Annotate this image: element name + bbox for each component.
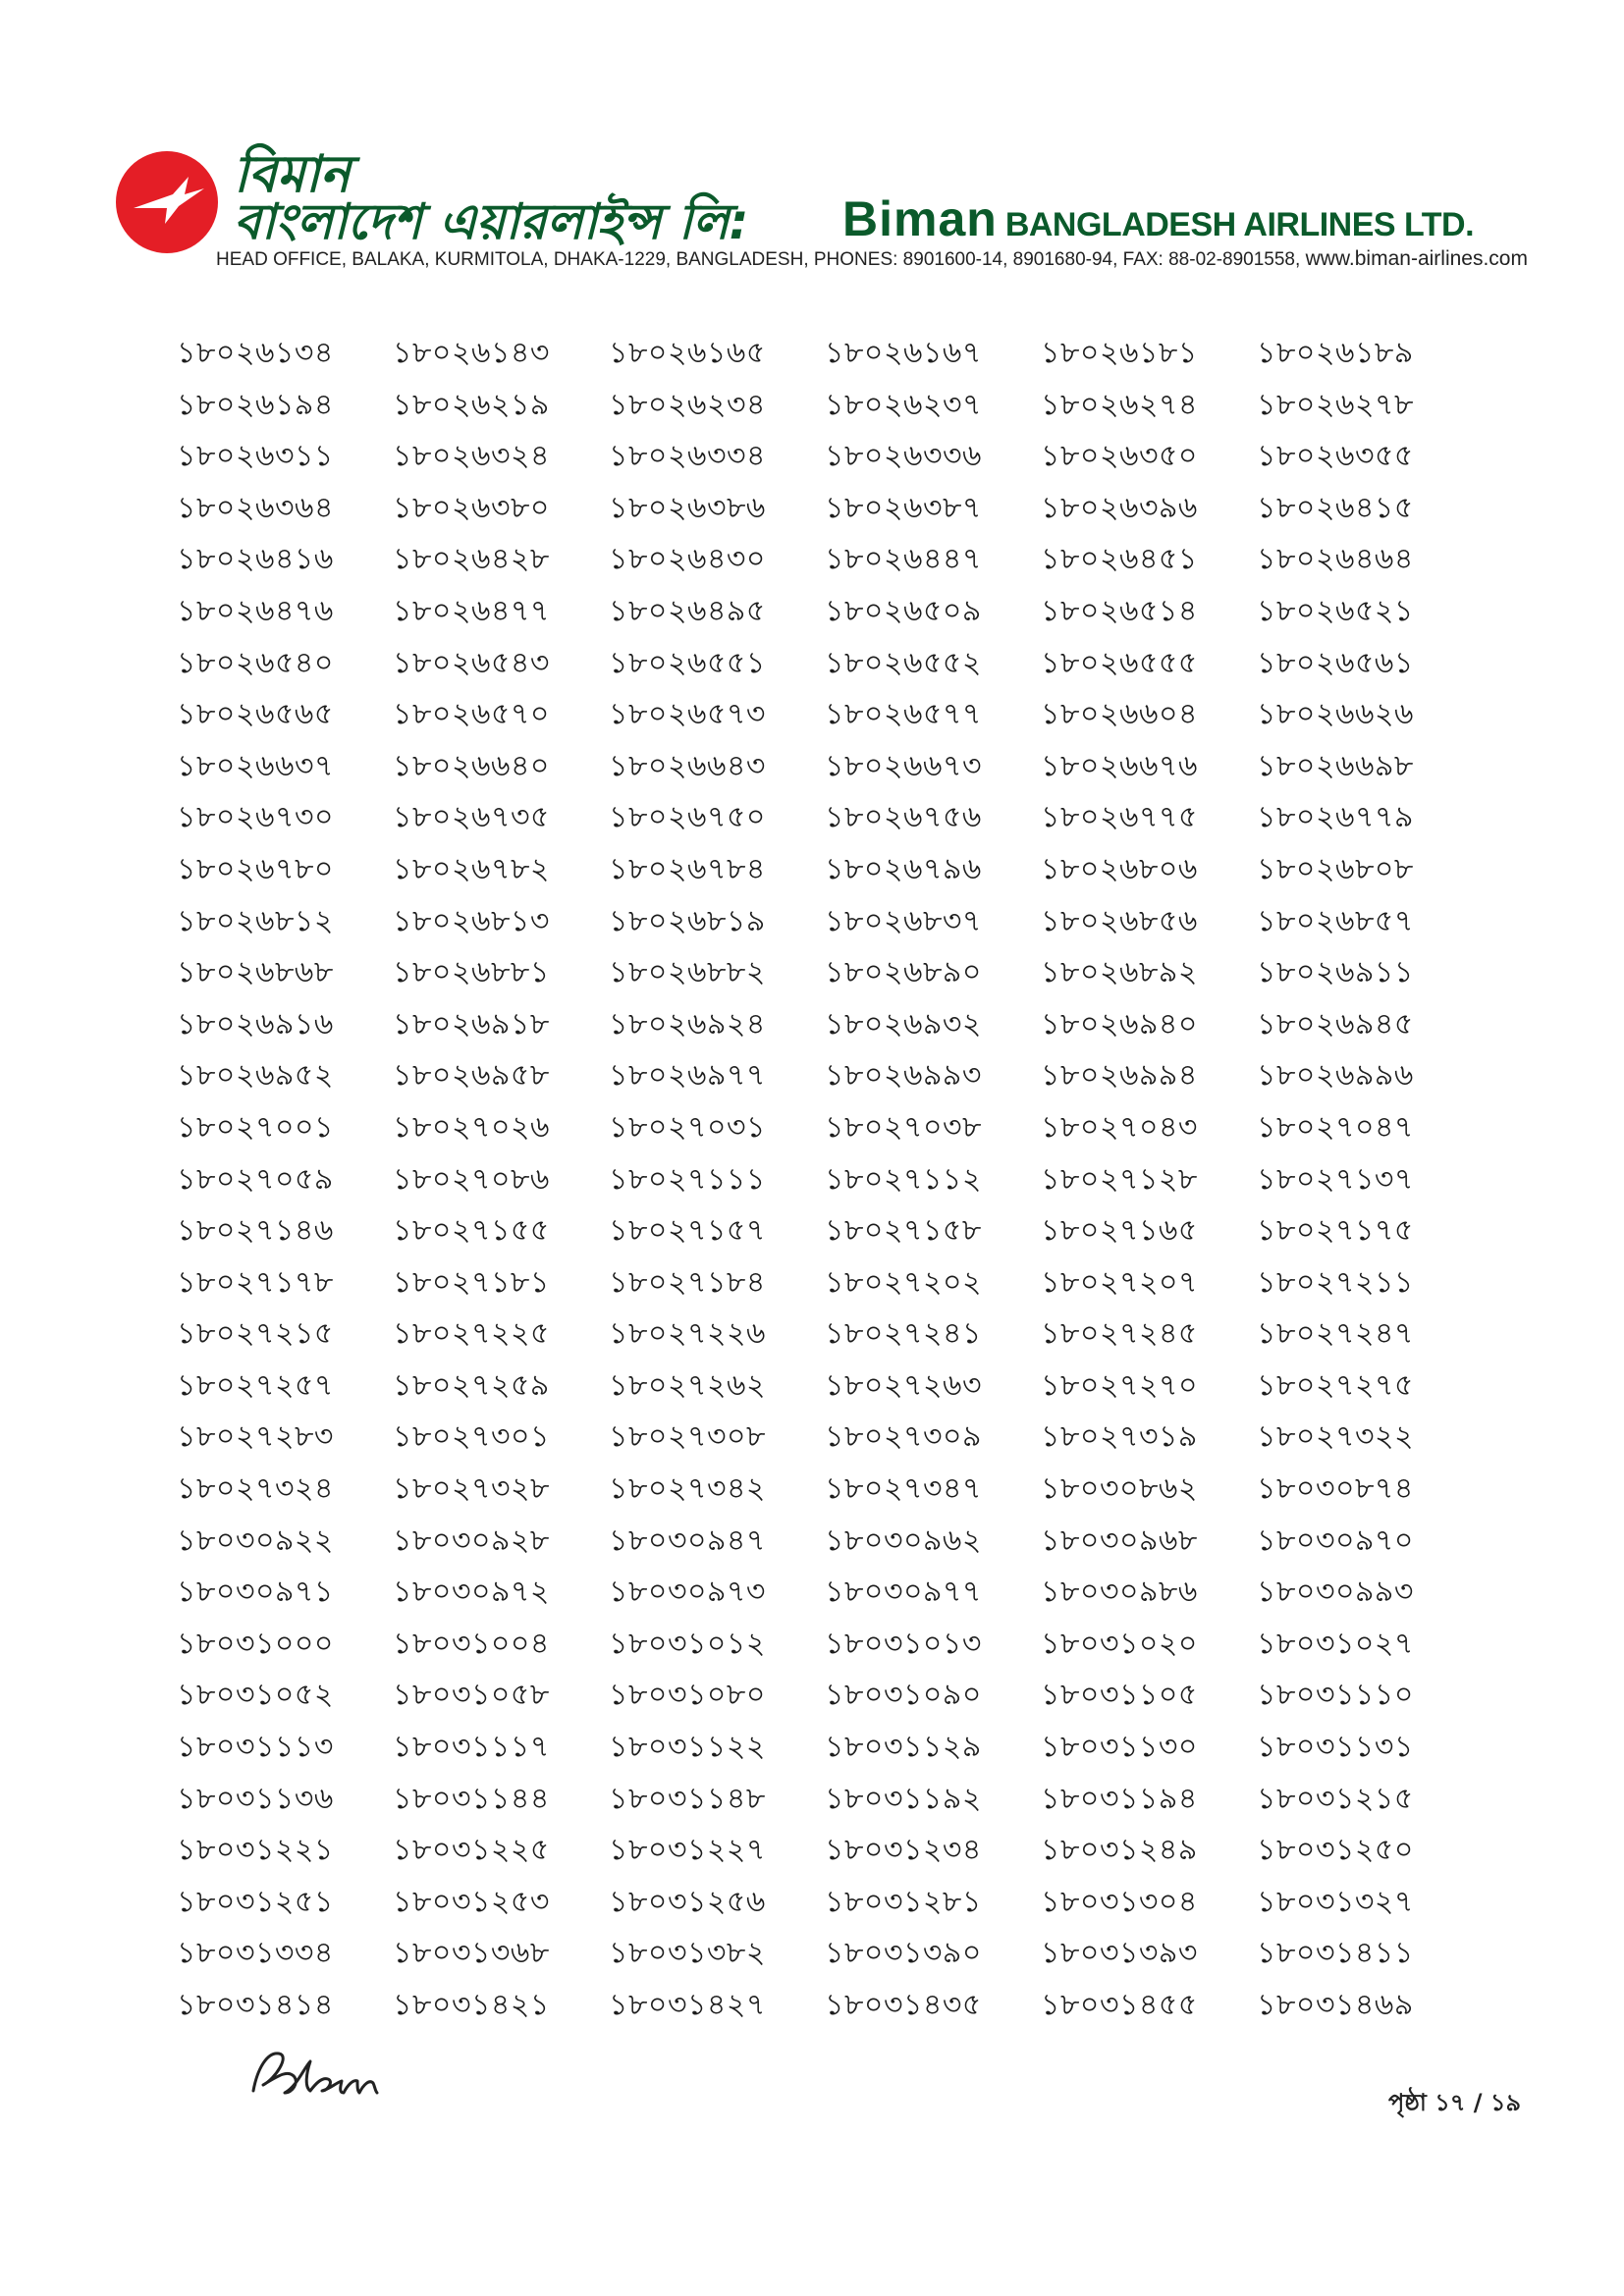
number-cell: ১৮০২৭৩২২ [1257,1419,1414,1455]
number-cell: ১৮০৩১৪২৭ [609,1988,766,2022]
number-cell: ১৮০৩১৩৬৮ [393,1936,550,1971]
number-cell: ১৮০২৬৬২৬ [1257,697,1414,732]
number-cell: ১৮০২৬৯১৬ [177,1006,334,1041]
number-cell: ১৮০২৭০৪৩ [1041,1109,1198,1145]
number-cell: ১৮০২৬৮১৩ [393,903,550,938]
number-cell: ১৮০৩০৯৬৮ [1041,1522,1198,1558]
number-cell: ১৮০৩১২২১ [177,1833,334,1868]
candidate-number-grid [177,328,1473,2032]
number-cell: ১৮০২৬৫৭৩ [609,697,766,732]
brand-name-bangla-line1: বিমান [234,145,351,204]
number-cell: ১৮০২৭২৬২ [609,1367,766,1403]
number-cell: ১৮০৩১২২৭ [609,1833,766,1868]
number-cell: ১৮০৩১০১২ [609,1626,766,1661]
number-cell: ১৮০৩১৪৩৫ [825,1988,982,2022]
page-number: পৃষ্ঠা ১৭ / ১৯ [1388,2089,1522,2116]
number-cell: ১৮০৩১১৩১ [1257,1730,1414,1765]
number-cell: ১৮০২৬৮৮২ [609,955,766,990]
number-cell: ১৮০২৬৫৬৫ [177,697,334,732]
number-cell: ১৮০২৭২০৭ [1041,1264,1198,1300]
number-cell: ১৮০২৬২৭৮ [1257,387,1414,422]
number-cell: ১৮০৩১৩০৪ [1041,1884,1198,1919]
number-cell: ১৮০৩১২১৫ [1257,1781,1414,1816]
number-cell: ১৮০২৭০৫৯ [177,1161,334,1197]
website-link[interactable]: www.biman-airlines.com [1305,247,1528,270]
number-cell: ১৮০৩১৪২১ [393,1988,550,2022]
number-cell: ১৮০২৬৩৫৫ [1257,439,1414,474]
number-cell: ১৮০২৬১৮৯ [1257,336,1414,370]
number-cell: ১৮০২৬৬৩৭ [177,748,334,783]
number-cell: ১৮০২৬৪৭৭ [393,593,550,628]
number-cell: ১৮০২৬১৮১ [1041,336,1198,370]
number-cell: ১৮০৩১২২৫ [393,1833,550,1868]
number-cell: ১৮০২৬৩৫০ [1041,439,1198,474]
number-cell: ১৮০৩০৯৬২ [825,1522,982,1558]
number-cell: ১৮০২৭১২৮ [1041,1161,1198,1197]
number-cell: ১৮০৩১০২৭ [1257,1626,1414,1661]
number-cell: ১৮০২৭২৬৩ [825,1367,982,1403]
number-cell: ১৮০৩১১১৭ [393,1730,550,1765]
number-cell: ১৮০২৬৫০৯ [825,593,982,628]
number-cell: ১৮০৩০৮৬২ [1041,1471,1198,1507]
number-cell: ১৮০২৭৩০৮ [609,1419,766,1455]
number-cell: ১৮০২৭৩৪৭ [825,1471,982,1507]
number-cell: ১৮০২৭১৫৭ [609,1213,766,1249]
number-cell: ১৮০২৬৭৯৬ [825,851,982,886]
number-cell: ১৮০৩০৯৭৩ [609,1575,766,1610]
number-cell: ১৮০৩১২৪৯ [1041,1833,1198,1868]
number-cell: ১৮০৩১১৪৪ [393,1781,550,1816]
number-cell: ১৮০২৬৭৩০ [177,800,334,835]
number-cell: ১৮০২৭০৩৮ [825,1109,982,1145]
number-cell: ১৮০২৭৩২৮ [393,1471,550,1507]
address-text: HEAD OFFICE, BALAKA, KURMITOLA, DHAKA-1229, BANGLADESH, PHONES: 8901600-14, 8901680-94, FAX: 88-02-8901558, [216,249,1301,270]
number-cell: ১৮০৩১২৮১ [825,1884,982,1919]
number-cell: ১৮০২৭২২৬ [609,1316,766,1352]
number-cell: ১৮০৩১১২২ [609,1730,766,1765]
number-cell: ১৮০২৬৮১২ [177,903,334,938]
number-cell: ১৮০২৬৫৭০ [393,697,550,732]
number-cell: ১৮০২৬৪৭৬ [177,593,334,628]
number-cell: ১৮০২৬৮৮১ [393,955,550,990]
number-cell: ১৮০২৬৪১৬ [177,542,334,577]
brand-name-biman: Biman [842,191,998,246]
number-cell: ১৮০৩১১৩০ [1041,1730,1198,1765]
number-cell: ১৮০২৬৩৮০ [393,490,550,525]
number-cell: ১৮০৩১৪১৪ [177,1988,334,2022]
number-cell: ১৮০২৬৩৮৭ [825,490,982,525]
number-cell: ১৮০২৬৩৬৪ [177,490,334,525]
number-cell: ১৮০৩১১২৯ [825,1730,982,1765]
number-cell: ১৮০৩১২৫৩ [393,1884,550,1919]
number-cell: ১৮০২৬৫৪৩ [393,645,550,680]
number-cell: ১৮০২৭৩০৯ [825,1419,982,1455]
number-cell: ১৮০২৭৩৪২ [609,1471,766,1507]
number-cell: ১৮০২৬৪১৫ [1257,490,1414,525]
number-cell: ১৮০২৬৫৬১ [1257,645,1414,680]
number-cell: ১৮০২৬৯২৪ [609,1006,766,1041]
number-cell: ১৮০২৬৯৭৭ [609,1058,766,1094]
letterhead [116,145,1528,275]
number-cell: ১৮০২৬৫৪০ [177,645,334,680]
number-cell: ১৮০২৭২৪৭ [1257,1316,1414,1352]
number-cell: ১৮০৩১০৯০ [825,1678,982,1713]
number-cell: ১৮০৩১৩৯০ [825,1936,982,1971]
number-cell: ১৮০২৭৩১৯ [1041,1419,1198,1455]
number-cell: ১৮০৩১০৫৮ [393,1678,550,1713]
number-cell: ১৮০৩১১১৩ [177,1730,334,1765]
number-cell: ১৮০২৭০২৬ [393,1109,550,1145]
number-cell: ১৮০২৬২৭৪ [1041,387,1198,422]
number-cell: ১৮০২৬৫৫১ [609,645,766,680]
number-cell: ১৮০২৭৩২৪ [177,1471,334,1507]
number-cell: ১৮০২৬৬০৪ [1041,697,1198,732]
number-cell: ১৮০২৭১১২ [825,1161,982,1197]
number-cell: ১৮০৩১৩৩৪ [177,1936,334,1971]
brand-name-english [842,190,1474,247]
number-cell: ১৮০২৭২০২ [825,1264,982,1300]
number-cell: ১৮০৩০৯৯৩ [1257,1575,1414,1610]
number-cell: ১৮০২৬১৪৩ [393,336,550,370]
number-cell: ১৮০৩১০৮০ [609,1678,766,1713]
number-cell: ১৮০৩১৩৯৩ [1041,1936,1198,1971]
number-cell: ১৮০৩০৯৪৭ [609,1522,766,1558]
number-cell: ১৮০৩১০২০ [1041,1626,1198,1661]
number-cell: ১৮০২৬৮৩৭ [825,903,982,938]
number-cell: ১৮০২৭৩০১ [393,1419,550,1455]
number-cell: ১৮০২৬৯৪৫ [1257,1006,1414,1041]
number-cell: ১৮০২৭০৮৬ [393,1161,550,1197]
number-cell: ১৮০৩১৪১১ [1257,1936,1414,1971]
number-cell: ১৮০৩০৯৭১ [177,1575,334,1610]
number-cell: ১৮০২৭১১১ [609,1161,766,1197]
number-cell: ১৮০২৬৯৪০ [1041,1006,1198,1041]
number-cell: ১৮০২৭২৫৭ [177,1367,334,1403]
number-cell: ১৮০২৬৭৫০ [609,800,766,835]
number-cell: ১৮০২৬৯১১ [1257,955,1414,990]
number-cell: ১৮০২৬৩৩৬ [825,439,982,474]
number-cell: ১৮০৩১১১০ [1257,1678,1414,1713]
number-cell: ১৮০২৭১৫৮ [825,1213,982,1249]
number-cell: ১৮০২৭২৪৫ [1041,1316,1198,1352]
number-cell: ১৮০২৬৯৯৬ [1257,1058,1414,1094]
signature-image [245,2040,442,2112]
number-cell: ১৮০২৭১৪৬ [177,1213,334,1249]
brand-name-bangla-line2: বাংলাদেশ এয়ারলাইন্স লি: [234,193,749,250]
number-cell: ১৮০৩১২৩৪ [825,1833,982,1868]
number-cell: ১৮০২৬৩৩৪ [609,439,766,474]
brand-name-rest: BANGLADESH AIRLINES LTD. [1004,206,1475,243]
number-cell: ১৮০২৬৫২১ [1257,593,1414,628]
number-cell: ১৮০২৬৭৮৪ [609,851,766,886]
number-cell: ১৮০২৭১৩৭ [1257,1161,1414,1197]
number-cell: ১৮০২৬৯৯৩ [825,1058,982,1094]
number-cell: ১৮০৩১১৯২ [825,1781,982,1816]
biman-logo-icon [116,151,218,253]
number-cell: ১৮০৩০৯২৮ [393,1522,550,1558]
number-cell: ১৮০৩১০৫২ [177,1678,334,1713]
number-cell: ১৮০২৬৪৩০ [609,542,766,577]
number-cell: ১৮০২৬৬৭৬ [1041,748,1198,783]
number-cell: ১৮০২৬৫৫২ [825,645,982,680]
number-cell: ১৮০২৬৮৫৬ [1041,903,1198,938]
number-cell: ১৮০২৭২৭৫ [1257,1367,1414,1403]
number-cell: ১৮০২৬৮৯২ [1041,955,1198,990]
number-cell: ১৮০২৬১৩৪ [177,336,334,370]
number-cell: ১৮০২৬৯১৮ [393,1006,550,1041]
number-cell: ১৮০২৬১৬৭ [825,336,982,370]
number-cell: ১৮০২৬৪৪৭ [825,542,982,577]
number-cell: ১৮০৩০৯৮৬ [1041,1575,1198,1610]
head-office-address [216,247,1528,271]
number-cell: ১৮০২৬৮৫৭ [1257,903,1414,938]
number-cell: ১৮০২৬২৩৪ [609,387,766,422]
number-cell: ১৮০৩১১৩৬ [177,1781,334,1816]
number-cell: ১৮০২৬৭৭৯ [1257,800,1414,835]
number-cell: ১৮০২৭১৮৪ [609,1264,766,1300]
number-cell: ১৮০২৬৯৩২ [825,1006,982,1041]
number-cell: ১৮০২৭২৭০ [1041,1367,1198,1403]
number-cell: ১৮০২৭১৫৫ [393,1213,550,1249]
number-cell: ১৮০২৬৮১৯ [609,903,766,938]
number-cell: ১৮০২৬৬৪৩ [609,748,766,783]
number-cell: ১৮০৩১২৫৬ [609,1884,766,1919]
number-cell: ১৮০২৬৯৯৪ [1041,1058,1198,1094]
number-cell: ১৮০২৭১৭৮ [177,1264,334,1300]
number-cell: ১৮০২৬১৯৪ [177,387,334,422]
number-cell: ১৮০২৬১৬৫ [609,336,766,370]
number-cell: ১৮০২৬৬৯৮ [1257,748,1414,783]
number-cell: ১৮০২৭২১৫ [177,1316,334,1352]
number-cell: ১৮০৩১১০৫ [1041,1678,1198,1713]
number-cell: ১৮০২৬৭৩৫ [393,800,550,835]
number-cell: ১৮০৩০৯২২ [177,1522,334,1558]
number-cell: ১৮০৩০৯৭২ [393,1575,550,1610]
number-cell: ১৮০৩১৩২৭ [1257,1884,1414,1919]
number-cell: ১৮০৩১৪৫৫ [1041,1988,1198,2022]
number-cell: ১৮০৩১১৯৪ [1041,1781,1198,1816]
number-cell: ১৮০২৬৫৭৭ [825,697,982,732]
number-cell: ১৮০২৬৪৫১ [1041,542,1198,577]
number-cell: ১৮০৩০৮৭৪ [1257,1471,1414,1507]
number-cell: ১৮০৩১০১৩ [825,1626,982,1661]
number-cell: ১৮০২৬৫১৪ [1041,593,1198,628]
number-cell: ১৮০২৭০০১ [177,1109,334,1145]
number-cell: ১৮০২৭২২৫ [393,1316,550,1352]
number-cell: ১৮০২৬৯৫৮ [393,1058,550,1094]
number-cell: ১৮০২৭০৩১ [609,1109,766,1145]
number-cell: ১৮০৩১০০৪ [393,1626,550,1661]
number-cell: ১৮০২৬৮০৮ [1257,851,1414,886]
number-cell: ১৮০৩১২৫০ [1257,1833,1414,1868]
number-cell: ১৮০২৬৮০৬ [1041,851,1198,886]
number-cell: ১৮০২৬৪২৮ [393,542,550,577]
number-cell: ১৮০২৬৩২৪ [393,439,550,474]
number-cell: ১৮০২৬২১৯ [393,387,550,422]
number-cell: ১৮০২৬৮৬৮ [177,955,334,990]
number-cell: ১৮০২৬৫৫৫ [1041,645,1198,680]
number-cell: ১৮০২৬২৩৭ [825,387,982,422]
number-cell: ১৮০২৬৭৭৫ [1041,800,1198,835]
number-cell: ১৮০২৬৩৯৬ [1041,490,1198,525]
number-cell: ১৮০২৭২৮৩ [177,1419,334,1455]
number-cell: ১৮০২৭২৫৯ [393,1367,550,1403]
number-cell: ১৮০২৬৪৬৪ [1257,542,1414,577]
number-cell: ১৮০২৬৩১১ [177,439,334,474]
number-cell: ১৮০২৬৩৮৬ [609,490,766,525]
number-cell: ১৮০২৬৮৯০ [825,955,982,990]
number-cell: ১৮০৩১৪৬৯ [1257,1988,1414,2022]
number-cell: ১৮০২৬৭৮২ [393,851,550,886]
number-cell: ১৮০২৭২১১ [1257,1264,1414,1300]
number-cell: ১৮০২৬৬৭৩ [825,748,982,783]
number-cell: ১৮০২৭১৮১ [393,1264,550,1300]
number-cell: ১৮০৩০৯৭৭ [825,1575,982,1610]
number-cell: ১৮০২৭১৬৫ [1041,1213,1198,1249]
number-cell: ১৮০২৭০৪৭ [1257,1109,1414,1145]
number-cell: ১৮০২৭২৪১ [825,1316,982,1352]
number-cell: ১৮০৩১৩৮২ [609,1936,766,1971]
number-cell: ১৮০২৬৯৫২ [177,1058,334,1094]
number-cell: ১৮০৩১১৪৮ [609,1781,766,1816]
number-cell: ১৮০৩১০০০ [177,1626,334,1661]
number-cell: ১৮০২৬৭৮০ [177,851,334,886]
number-cell: ১৮০৩১২৫১ [177,1884,334,1919]
number-cell: ১৮০২৬৬৪০ [393,748,550,783]
number-cell: ১৮০২৬৭৫৬ [825,800,982,835]
number-cell: ১৮০২৭১৭৫ [1257,1213,1414,1249]
number-cell: ১৮০৩০৯৭০ [1257,1522,1414,1558]
number-cell: ১৮০২৬৪৯৫ [609,593,766,628]
